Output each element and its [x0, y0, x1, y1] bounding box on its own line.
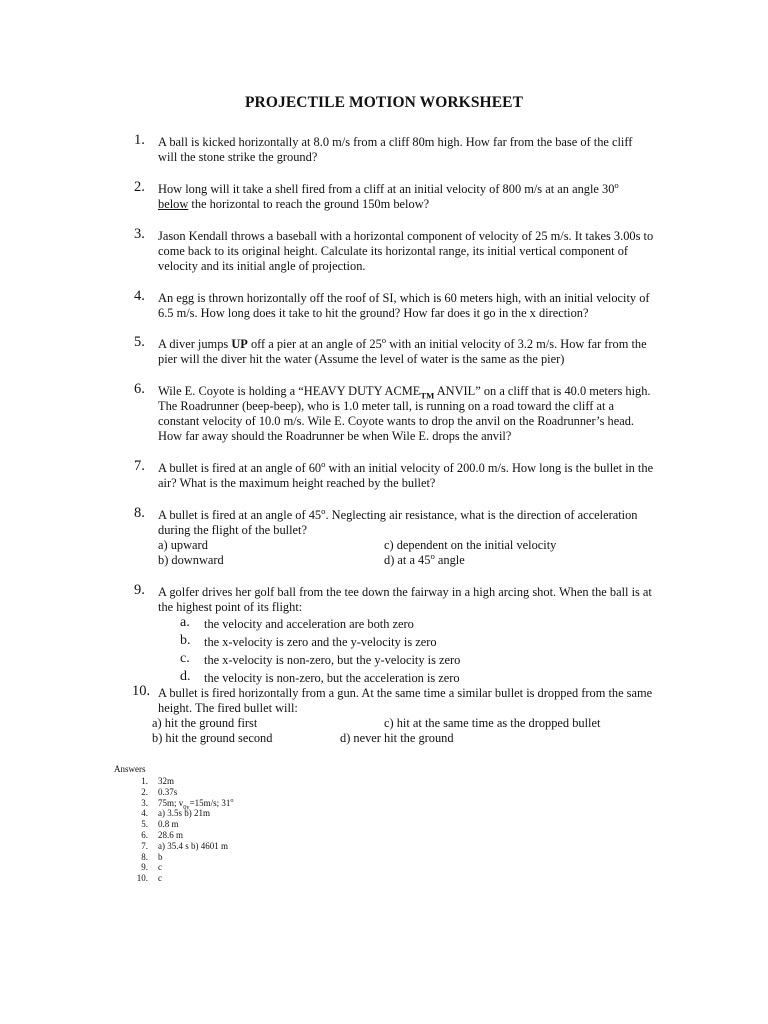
option-a: a. the velocity and acceleration are both zero — [180, 615, 414, 631]
question-number: 3. — [134, 226, 145, 242]
question-4 — [134, 288, 654, 321]
option-b: b) hit the ground second — [152, 731, 273, 745]
answer-options — [158, 538, 654, 568]
question-6 — [134, 381, 654, 444]
option-c: c. the x-velocity is non-zero, but the y-velocity is zero — [180, 651, 461, 667]
question-text: Jason Kendall throws a baseball with a horizontal component of velocity of 25 m/s. It takes 3.00s to come back to its original height. Calculate its horizontal range, its initial vertical component of velocity and its initial angle of projection. — [158, 229, 654, 273]
question-7 — [134, 458, 654, 491]
question-number: 7. — [134, 458, 145, 474]
answer-options — [152, 716, 654, 746]
option-d: d) never hit the ground — [340, 731, 454, 745]
question-2 — [134, 179, 654, 212]
question-9 — [134, 582, 654, 687]
question-5 — [134, 334, 654, 367]
option-a: a) upward — [158, 538, 208, 552]
question-number: 6. — [134, 381, 145, 397]
question-number: 9. — [134, 582, 145, 598]
question-text: How long will it take a shell fired from a cliff at an initial velocity of 800 m/s at an angle 30$^o$ below the horizontal to reach the ground 150m below? — [158, 179, 619, 211]
question-text: An egg is thrown horizontally off the roof of SI, which is 60 meters high, with an initial velocity of 6.5 m/s. How long does it take to hit the ground? How far does it go in the x direction? — [158, 291, 650, 320]
question-text: A bullet is fired at an angle of 60$^o$ with an initial velocity of 200.0 m/s. How long is the bullet in the air? What is the maximum height reached by the bullet? — [158, 458, 654, 490]
question-text: A diver jumps UP off a pier at an angle of 25$^o$ with an initial velocity of 3.2 m/s. How far from the pier will the diver hit the water (Assume the level of water is the same as the pier) — [158, 334, 647, 366]
question-text: A golfer drives her golf ball from the tee down the fairway in a high arcing shot. When the ball is at the highest point of its flight: — [158, 585, 652, 614]
question-text: A bullet is fired horizontally from a gun. At the same time a similar bullet is dropped from the same height. The fired bullet will: — [158, 686, 653, 715]
page-title: PROJECTILE MOTION WORKSHEET — [244, 94, 524, 111]
question-number: 10. — [132, 683, 151, 699]
answer-options — [158, 615, 654, 687]
question-number: 1. — [134, 132, 145, 148]
option-d: d. the velocity is non-zero, but the acceleration is zero — [180, 669, 460, 685]
question-text: Wile E. Coyote is holding a “HEAVY DUTY $ACME_{TM}$ ANVIL” on a cliff that is 40.0 meters high. The Roadrunner (beep-beep), who is 1.0 meter tall, is running on a road toward the cliff at a constant velocity of 10.0 m/s. Wile E. Coyote wants to drop the anvil on the Roadrunner’s head. How far away should the Roadrunner be when Wile E. drops the anvil? — [158, 384, 651, 443]
question-text: A bullet is fired at an angle of 45$^o$. Neglecting air resistance, what is the direction of acceleration during the flight of the bullet? — [158, 505, 638, 537]
option-b: b) downward — [158, 553, 224, 567]
answers-heading: Answers — [114, 764, 146, 774]
option-c: c) hit at the same time as the dropped bullet — [384, 716, 601, 730]
question-number: 8. — [134, 505, 145, 521]
question-3 — [134, 226, 654, 274]
question-text: A ball is kicked horizontally at 8.0 m/s from a cliff 80m high. How far from the base of the cliff will the stone strike the ground? — [158, 135, 633, 164]
option-b: b. the x-velocity is zero and the y-velocity is zero — [180, 633, 437, 649]
question-10 — [132, 683, 654, 746]
question-number: 5. — [134, 334, 145, 350]
question-1 — [134, 132, 654, 165]
worksheet-page: PROJECTILE MOTION WORKSHEET 1. A ball is kicked horizontally at 8.0 m/s from a cliff 80m high. How far from the base of the cliff will the stone strike the ground? 2. How long will it take a shell fired from a cliff at an initial velocity of 800 m/s at an angle 30$^o$ below the horizontal to reach the ground 150m below? 3. Jason Kendall throws a baseball with a horizontal component of velocity of 25 m/s. It takes 3.00s to come back to its original height. Calculate its horizontal range, its initial vertical component of velocity and its initial angle of projection. 4. An egg is thrown horizontally off the roof of SI, which is 60 meters high, with an initial velocity of 6.5 m/s. How long does it take to hit the ground? How far does it go in the x direction? 5. A diver jumps UP off a pier at an angle of 25$^o$ with an initial velocity of 3.2 m/s. How far from the pier will the diver hit the water (Assume the level of water is the same as the pier) 6. Wile E. Coyote is holding a “HEAVY DUTY $ACME_{TM}$ ANVIL” on a cliff that is 40.0 meters high. The Roadrunner (beep-beep), who is 1.0 meter tall, is running on a road toward the cliff at a constant velocity of 10.0 m/s. Wile E. Coyote wants to drop the anvil on the Roadrunner’s head. How far away should the Roadrunner be when Wile E. drops the anvil? 7. A bullet is fired at an angle of 60$^o$ with an initial velocity of 200.0 m/s. How long is the bullet in the air? What is the maximum height reached by the bullet? 8. A bullet is fired at an angle of 45$^o$. Neglecting air resistance, what is the direction of acceleration during the flight of the bullet? a) upward b) downward c) dependent on the initial velocity d) at a 45$^o$ angle 9. A golfer drives her golf ball from the tee down the fairway in a high arcing shot. When the ball is at the highest point of its flight: a. the velocity and acceleration are both zero b. the x-velocity is zero and the y-velocity is zero c. the x-velocity is non-zero, but the y-velocity is zero d. the velocity is non-zero, but the acceleration is zero 10. A bullet is fired horizontally from a gun. At the same time a similar bullet is dropped from the same height. The fired bullet will: a) hit the ground first b) hit the ground second c) hit at the same time as the dropped bullet d) never hit the ground Answers 1. 32m 2. 0.37s 3. 75m; $v_{0y}=15m/s$; 31$^o$ 4. a) 3.5s b) 21m 5. 0.8 m 6. 28.6 m 7. a) 35.4 s b) 4601 m 8. b 9. c 10. c — [0, 0, 768, 1024]
option-c: c) dependent on the initial velocity — [384, 538, 557, 552]
option-d: d) at a 45$^o$ angle — [384, 550, 465, 567]
question-number: 2. — [134, 179, 145, 195]
question-number: 4. — [134, 288, 145, 304]
option-a: a) hit the ground first — [152, 716, 258, 730]
question-8 — [134, 505, 654, 568]
